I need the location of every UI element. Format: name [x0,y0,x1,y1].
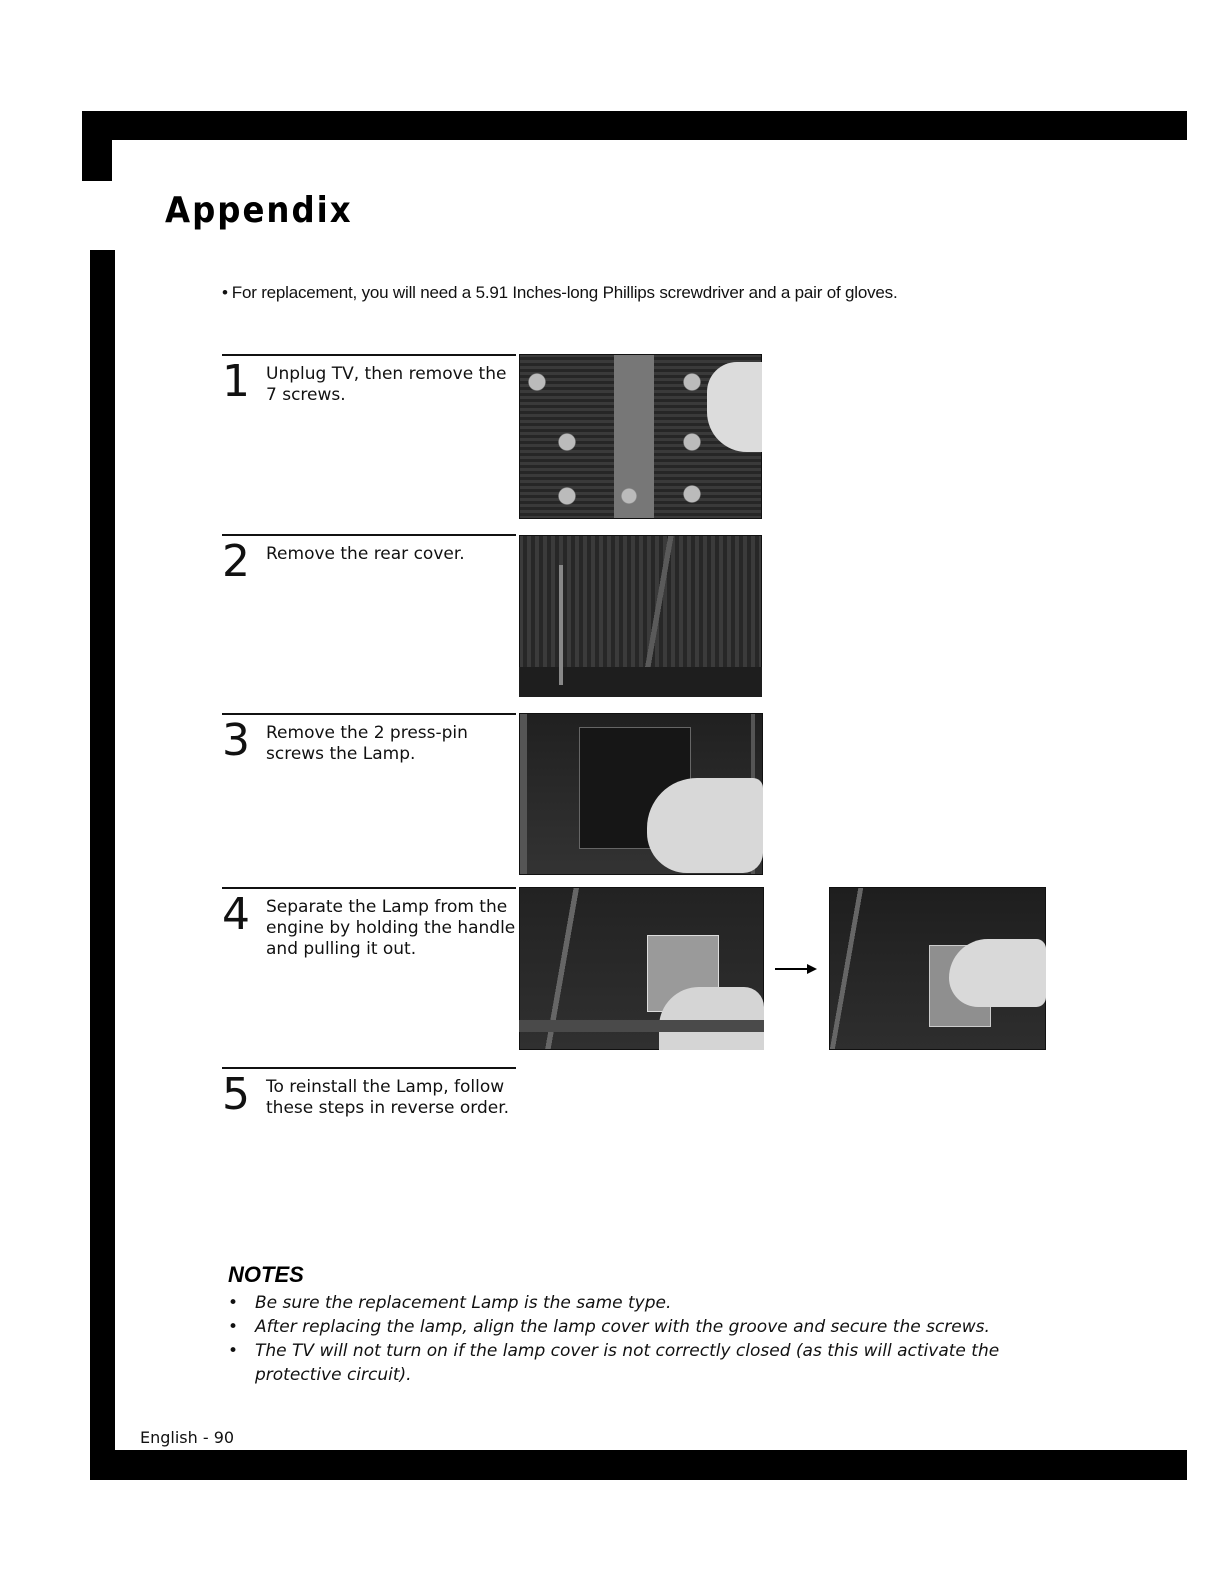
hand-shape [659,987,764,1050]
intro-text: For replacement, you will need a 5.91 Inches-long Phillips screwdriver and a pair of gloves. [231,283,898,302]
step-text: Separate the Lamp from the engine by holding the handle and pulling it out. [266,897,516,959]
step-divider [222,354,516,356]
hand-shape [949,939,1046,1007]
top-black-bar [82,111,1187,140]
step-4-photo-a [519,887,764,1050]
step-number: 4 [222,889,250,940]
step-3-photo [519,713,763,875]
step-number: 3 [222,715,250,766]
hand-shape [707,362,762,452]
step-text: Remove the rear cover. [266,544,465,564]
left-black-bar [90,250,115,1480]
note-item: • After replacing the lamp, align the lamp cover with the groove and secure the screws. [228,1315,1008,1339]
photo-edge [559,565,563,685]
note-item: • Be sure the replacement Lamp is the same type. [228,1291,1008,1315]
note-item: • The TV will not turn on if the lamp cover is not correctly closed (as this will activate the protective circuit). [228,1339,1008,1387]
hand-shape [647,778,763,873]
step-4-photo-b [829,887,1046,1050]
step-text: To reinstall the Lamp, follow these steps in reverse order. [266,1077,510,1118]
intro-note [222,283,898,303]
step-2 [222,534,516,704]
left-black-bar-upper [82,111,112,181]
step-divider [222,887,516,889]
notes-list [228,1291,1008,1387]
step-1-photo [519,354,762,519]
step-text: Unplug TV, then remove the 7 screws. [266,364,507,405]
step-divider [222,1067,516,1069]
step-divider [222,713,516,715]
intro-bullet: • [222,283,228,302]
photo-rail [519,1020,764,1032]
page-number: English - 90 [140,1428,235,1447]
step-text: Remove the 2 press-pin screws the Lamp. [266,723,468,764]
step-number: 1 [222,356,250,407]
notes-title: NOTES [228,1262,304,1287]
step-divider [222,534,516,536]
page-title: Appendix [165,190,353,231]
step-2-photo [519,535,762,697]
step-5 [222,1067,516,1157]
arrow-right-icon [775,962,817,976]
bottom-black-bar [90,1450,1187,1480]
step-number: 5 [222,1069,250,1120]
photo-floor [519,667,762,697]
step-4 [222,887,516,1057]
step-1 [222,354,516,524]
step-3 [222,713,516,883]
step-number: 2 [222,536,250,587]
